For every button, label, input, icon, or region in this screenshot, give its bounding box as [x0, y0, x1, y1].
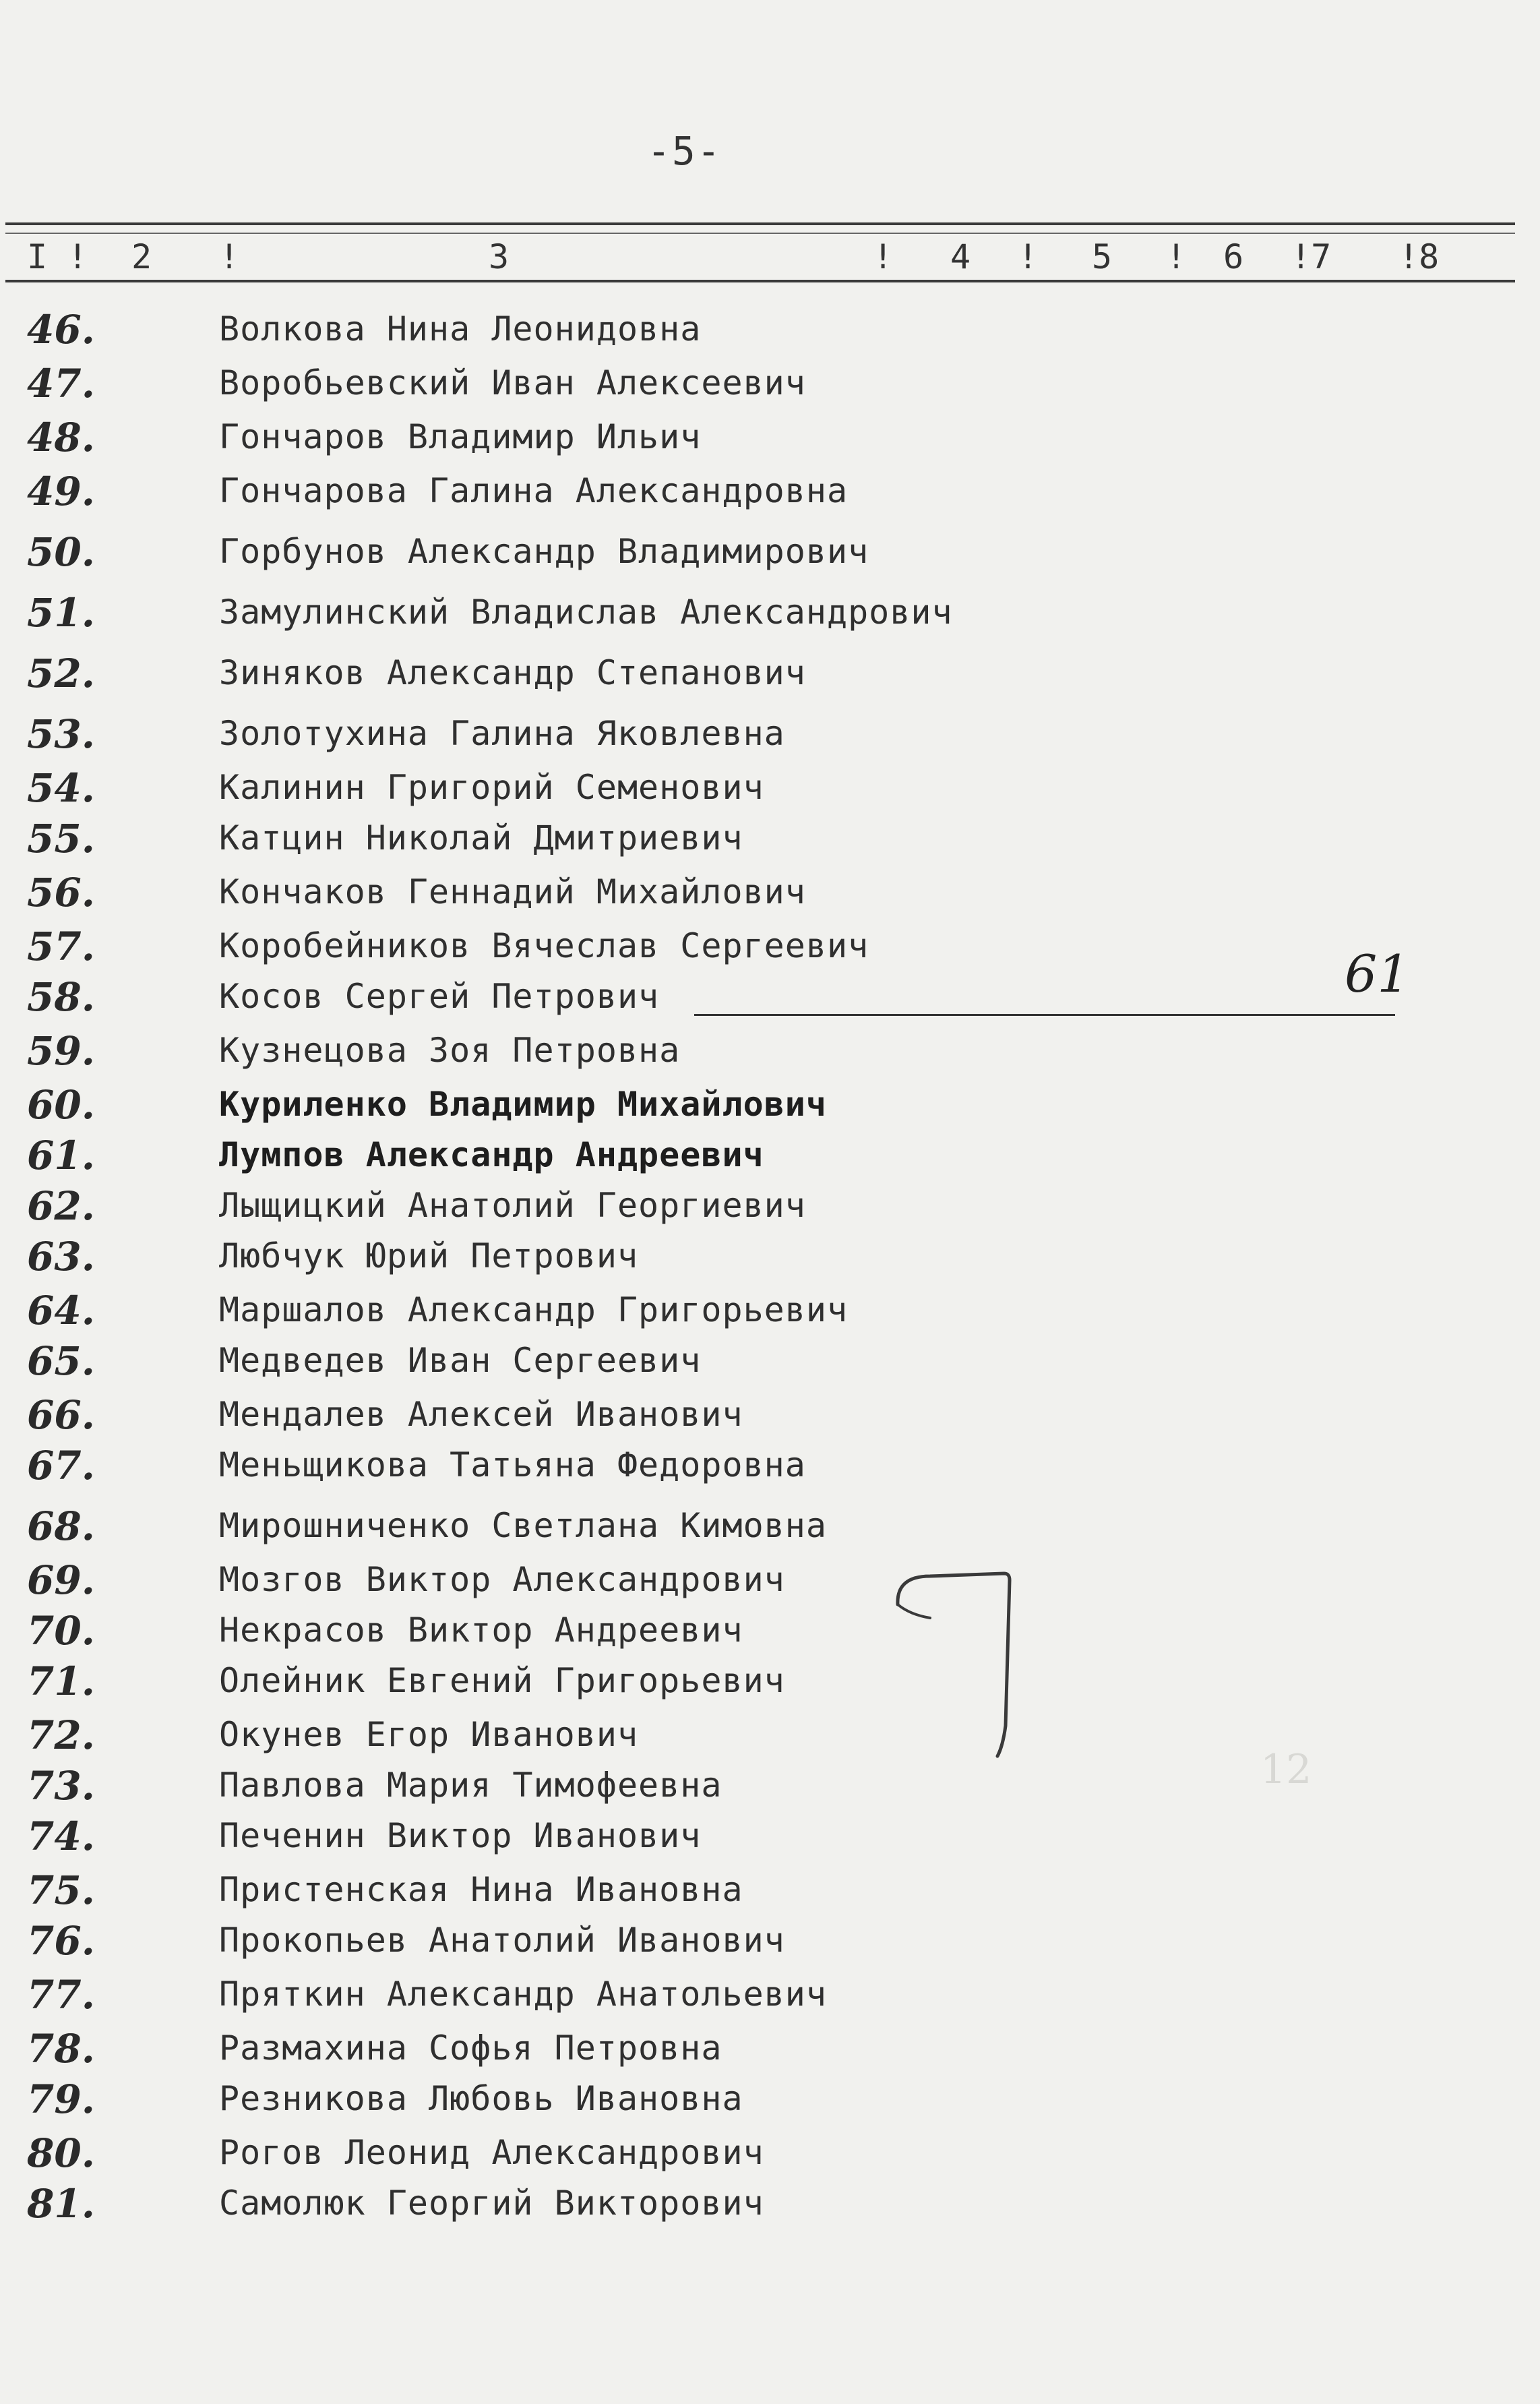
row-number: 74.: [27, 1813, 95, 1859]
row-number: 67.: [27, 1443, 95, 1489]
person-name: Любчук Юрий Петрович: [219, 1236, 639, 1275]
row-number: 52.: [27, 651, 95, 696]
person-name: Косов Сергей Петрович: [219, 977, 660, 1016]
column-header: !: [873, 237, 894, 276]
person-name: Пряткин Александр Анатольевич: [219, 1975, 827, 2014]
column-header: !: [1166, 237, 1187, 276]
row-number: 80.: [27, 2130, 95, 2176]
person-name: Пристенская Нина Ивановна: [219, 1870, 743, 1909]
row-number: 58.: [27, 974, 95, 1020]
person-name: Павлова Мария Тимофеевна: [219, 1766, 722, 1805]
row-number: 64.: [27, 1288, 95, 1333]
row-number: 76.: [27, 1918, 95, 1964]
table-header-rule: [5, 280, 1515, 282]
row-number: 49.: [27, 469, 95, 514]
row-number: 78.: [27, 2026, 95, 2072]
person-name: Золотухина Галина Яковлевна: [219, 714, 785, 753]
person-name: Горбунов Александр Владимирович: [219, 532, 869, 571]
table-top-rule: [5, 222, 1515, 225]
person-name: Гончаров Владимир Ильич: [219, 417, 702, 456]
row-number: 66.: [27, 1392, 95, 1438]
row-number: 70.: [27, 1608, 95, 1654]
handwritten-bracket-mark: [890, 1564, 1024, 1766]
row-number: 51.: [27, 590, 95, 636]
person-name: Прокопьев Анатолий Иванович: [219, 1921, 785, 1960]
person-name: Зиняков Александр Степанович: [219, 653, 806, 692]
person-name: Куриленко Владимир Михайлович: [219, 1085, 827, 1124]
column-header: I: [27, 237, 48, 276]
row-number: 50.: [27, 529, 95, 575]
person-name: Лыщицкий Анатолий Георгиевич: [219, 1186, 806, 1225]
row-number: 69.: [27, 1557, 95, 1603]
row-number: 47.: [27, 361, 95, 407]
person-name: Олейник Евгений Григорьевич: [219, 1661, 785, 1700]
person-name: Печенин Виктор Иванович: [219, 1816, 702, 1855]
column-header: 3: [489, 237, 510, 276]
row-number: 65.: [27, 1338, 95, 1384]
person-name: Кончаков Геннадий Михайлович: [219, 872, 806, 911]
row-number: 46.: [27, 307, 95, 353]
column-header: 4: [950, 237, 971, 276]
person-name: Калинин Григорий Семенович: [219, 768, 764, 807]
person-name: Лумпов Александр Андреевич: [219, 1135, 764, 1174]
person-name: Мозгов Виктор Александрович: [219, 1560, 785, 1599]
row-number: 55.: [27, 816, 95, 862]
person-name: Некрасов Виктор Андреевич: [219, 1611, 743, 1650]
faint-bleedthrough-mark: 12: [1260, 1746, 1312, 1793]
row-number: 54.: [27, 765, 95, 811]
person-name: Волкова Нина Леонидовна: [219, 309, 702, 349]
row-number: 81.: [27, 2181, 95, 2227]
row-number: 68.: [27, 1503, 95, 1549]
person-name: Резникова Любовь Ивановна: [219, 2079, 743, 2118]
person-name: Меньщикова Татьяна Федоровна: [219, 1445, 806, 1484]
row-number: 53.: [27, 711, 95, 757]
person-name: Медведев Иван Сергеевич: [219, 1341, 702, 1380]
person-name: Замулинский Владислав Александрович: [219, 593, 953, 632]
row-number: 62.: [27, 1183, 95, 1229]
row-number: 48.: [27, 415, 95, 460]
person-name: Коробейников Вячеслав Сергеевич: [219, 926, 869, 965]
row-number: 75.: [27, 1867, 95, 1913]
row-number: 60.: [27, 1082, 95, 1128]
column-header: 5: [1092, 237, 1113, 276]
column-header: !: [219, 237, 240, 276]
person-name: Гончарова Галина Александровна: [219, 471, 849, 510]
row-number: 72.: [27, 1712, 95, 1758]
handwritten-total: 61: [1345, 944, 1410, 1004]
row-number: 59.: [27, 1028, 95, 1074]
row-number: 61.: [27, 1133, 95, 1178]
column-header: !8: [1398, 237, 1440, 276]
page-number: -5-: [647, 128, 722, 174]
row-number: 77.: [27, 1972, 95, 2018]
row-number: 79.: [27, 2076, 95, 2122]
column-header: !: [67, 237, 88, 276]
person-name: Окунев Егор Иванович: [219, 1715, 639, 1754]
person-name: Кузнецова Зоя Петровна: [219, 1031, 681, 1070]
person-name: Мирошниченко Светлана Кимовна: [219, 1506, 827, 1545]
row-number: 73.: [27, 1763, 95, 1809]
person-name: Маршалов Александр Григорьевич: [219, 1290, 849, 1329]
person-name: Мендалев Алексей Иванович: [219, 1395, 743, 1434]
column-header: 2: [131, 237, 152, 276]
row-number: 71.: [27, 1658, 95, 1704]
person-name: Рогов Леонид Александрович: [219, 2133, 764, 2172]
person-name: Самолюк Георгий Викторович: [219, 2184, 764, 2223]
column-header: !: [1018, 237, 1039, 276]
person-name: Размахина Софья Петровна: [219, 2029, 722, 2068]
row-number: 56.: [27, 870, 95, 915]
row-number: 63.: [27, 1234, 95, 1280]
column-header: !7: [1291, 237, 1332, 276]
row-number: 57.: [27, 924, 95, 969]
person-name: Катцин Николай Дмитриевич: [219, 818, 743, 858]
table-top-rule-thin: [5, 233, 1515, 234]
column-header: 6: [1223, 237, 1244, 276]
person-name: Воробьевский Иван Алексеевич: [219, 363, 806, 402]
handwritten-underline: [694, 1014, 1395, 1016]
